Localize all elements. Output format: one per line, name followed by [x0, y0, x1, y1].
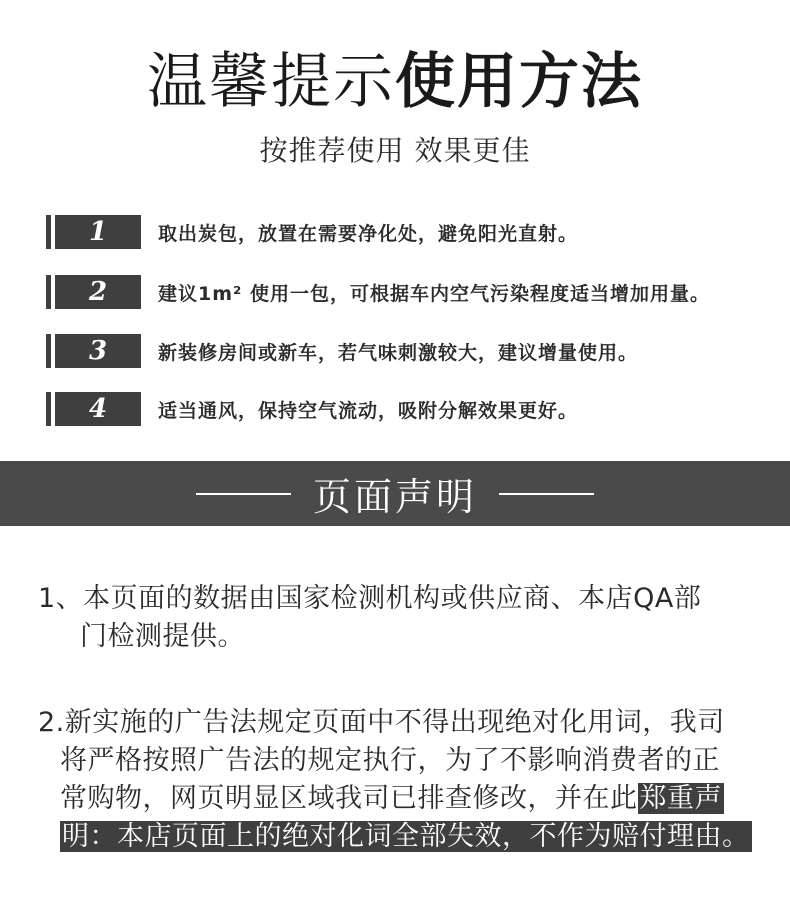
step-number: 2	[88, 277, 108, 307]
banner-divider-left	[196, 493, 291, 495]
page-subtitle: 按推荐使用 效果更佳	[259, 134, 531, 167]
step-number: 3	[88, 336, 108, 366]
statement-1-line-1: 1、本页面的数据由国家检测机构或供应商、本店QA部	[38, 583, 702, 614]
statement-1	[38, 580, 768, 656]
step-number: 1	[88, 217, 108, 247]
step-text: 建议1m² 使用一包，可根据车内空气污染程度适当增加用量。	[158, 282, 710, 305]
highlight-notice: 明：本店页面上的绝对化词全部失效，不作为赔付理由。	[62, 821, 750, 852]
page-title	[0, 46, 790, 118]
title-light: 温馨提示	[147, 47, 395, 117]
statement-2-line-1: 2.新实施的广告法规定页面中不得出现绝对化用词，我司	[38, 707, 725, 738]
step-badge	[46, 392, 141, 426]
step-badge	[46, 334, 141, 368]
step-text: 新装修房间或新车，若气味刺激较大，建议增量使用。	[158, 341, 639, 364]
step-3	[46, 334, 638, 368]
statement-1-line-2: 门检测提供。	[80, 621, 245, 652]
step-text: 取出炭包，放置在需要净化处，避免阳光直射。	[158, 222, 579, 245]
statement-2-line-3	[38, 780, 768, 818]
step-number: 4	[88, 394, 108, 424]
step-1	[46, 215, 578, 249]
banner-divider-right	[499, 493, 594, 495]
statement-2	[38, 704, 768, 856]
statement-2-line-4	[38, 818, 768, 856]
step-2	[46, 275, 710, 309]
step-4	[46, 392, 578, 426]
statement-banner	[0, 461, 790, 526]
step-badge	[46, 215, 141, 249]
title-bold: 使用方法	[395, 47, 643, 117]
statement-2-line-2: 将严格按照广告法的规定执行，为了不影响消费者的正	[60, 745, 720, 776]
step-badge	[46, 275, 141, 309]
statement-2-line-3-text: 常购物，网页明显区域我司已排查修改，并在此	[60, 783, 638, 814]
highlight-notice: 郑重声	[639, 783, 722, 814]
banner-title: 页面声明	[312, 475, 477, 519]
step-text: 适当通风，保持空气流动，吸附分解效果更好。	[158, 399, 579, 422]
